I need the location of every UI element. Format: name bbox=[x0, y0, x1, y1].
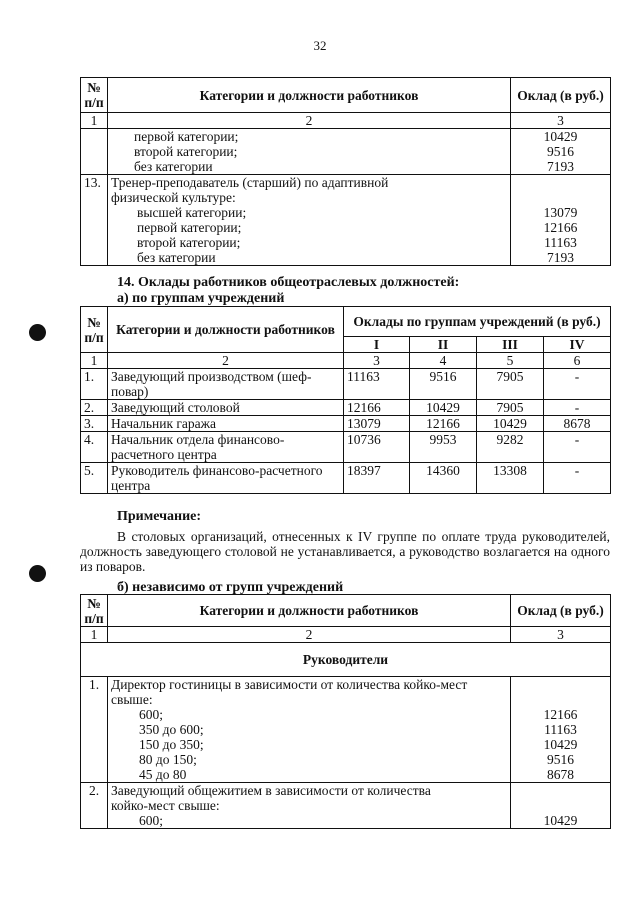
header-salary: Оклад (в руб.) bbox=[511, 78, 611, 113]
table-row bbox=[81, 416, 611, 432]
table-row bbox=[81, 129, 611, 175]
salary-independent-table bbox=[80, 594, 611, 829]
row-number: 1. bbox=[81, 677, 108, 783]
row-name: Руководитель финансово-расчетного центра bbox=[108, 463, 344, 494]
index-cell: 3 bbox=[511, 113, 611, 129]
row-value: - bbox=[544, 432, 611, 463]
row-value: 7905 bbox=[477, 369, 544, 400]
index-cell: 2 bbox=[108, 627, 511, 643]
group-title-row: Руководители bbox=[81, 643, 611, 677]
index-cell: 2 bbox=[108, 113, 511, 129]
row-value: 9282 bbox=[477, 432, 544, 463]
index-cell: 5 bbox=[477, 353, 544, 369]
row-value: 13308 bbox=[477, 463, 544, 494]
row-name: Заведующий общежитием в зависимости от количества койко-мест свыше: 600; bbox=[108, 783, 511, 829]
row-value: - bbox=[544, 369, 611, 400]
row-value: 7905 bbox=[477, 400, 544, 416]
row-value: 10429 bbox=[410, 400, 477, 416]
row-value: 12166 bbox=[410, 416, 477, 432]
row-value: 13079 12166 11163 7193 bbox=[511, 175, 611, 266]
row-value: 12166 11163 10429 9516 8678 bbox=[511, 677, 611, 783]
note-title: Примечание: bbox=[117, 509, 202, 524]
header-category: Категории и должности работников bbox=[108, 78, 511, 113]
index-cell: 1 bbox=[81, 627, 108, 643]
salary-by-group-table bbox=[80, 306, 611, 494]
table-row bbox=[81, 175, 611, 266]
row-number: 1. bbox=[81, 369, 108, 400]
row-name: Директор гостиницы в зависимости от количества койко-мест свыше: 600; 350 до 600; 150 до 350; 80 до 150; 45 до 80 bbox=[108, 677, 511, 783]
row-name: первой категории; второй категории; без категории bbox=[108, 129, 511, 175]
row-value: 14360 bbox=[410, 463, 477, 494]
note-paragraph: В столовых организаций, отнесенных к IV группе по оплате труда руководителей, должность заведующего столовой не устанавливается, а руководство возлагается на одного из поваров. bbox=[80, 529, 610, 574]
row-number: 4. bbox=[81, 432, 108, 463]
row-value: 13079 bbox=[344, 416, 410, 432]
row-value: 10429 bbox=[477, 416, 544, 432]
row-value: 8678 bbox=[544, 416, 611, 432]
index-cell: 1 bbox=[81, 353, 108, 369]
header-category: Категории и должности работников bbox=[108, 595, 511, 627]
row-name: Начальник гаража bbox=[108, 416, 344, 432]
note-text bbox=[80, 529, 610, 574]
table-row bbox=[81, 677, 611, 783]
table-row bbox=[81, 463, 611, 494]
row-number: 2. bbox=[81, 400, 108, 416]
row-value: - bbox=[544, 400, 611, 416]
header-salary: Оклад (в руб.) bbox=[511, 595, 611, 627]
section-14a-subtitle: а) по группам учреждений bbox=[117, 291, 285, 306]
row-name: Тренер-преподаватель (старший) по адаптивной физической культуре: высшей категории; первой категории; второй категории; без категории bbox=[108, 175, 511, 266]
row-name: Начальник отдела финансово-расчетного центра bbox=[108, 432, 344, 463]
group-header-2: II bbox=[410, 337, 477, 353]
row-value: 9953 bbox=[410, 432, 477, 463]
row-value: 18397 bbox=[344, 463, 410, 494]
header-num: № п/п bbox=[81, 78, 108, 113]
page-number: 32 bbox=[313, 38, 327, 53]
salary-table-continued bbox=[80, 77, 611, 266]
row-value: 10429 bbox=[511, 783, 611, 829]
group-header-3: III bbox=[477, 337, 544, 353]
index-cell: 3 bbox=[511, 627, 611, 643]
row-value: 10429 9516 7193 bbox=[511, 129, 611, 175]
row-value: 9516 bbox=[410, 369, 477, 400]
section-b-title: б) независимо от групп учреждений bbox=[117, 580, 344, 595]
header-groups: Оклады по группам учреждений (в руб.) bbox=[344, 307, 611, 337]
index-cell: 3 bbox=[344, 353, 410, 369]
row-name: Заведующий производством (шеф-повар) bbox=[108, 369, 344, 400]
table-row bbox=[81, 400, 611, 416]
row-value: 10736 bbox=[344, 432, 410, 463]
section-14-title: 14. Оклады работников общеотраслевых должностей: bbox=[117, 275, 460, 290]
row-number bbox=[81, 129, 108, 175]
index-cell: 1 bbox=[81, 113, 108, 129]
table-row bbox=[81, 369, 611, 400]
row-number: 2. bbox=[81, 783, 108, 829]
punch-hole-mark bbox=[29, 324, 46, 341]
row-number: 3. bbox=[81, 416, 108, 432]
index-cell: 2 bbox=[108, 353, 344, 369]
index-cell: 6 bbox=[544, 353, 611, 369]
row-name: Заведующий столовой bbox=[108, 400, 344, 416]
row-value: 11163 bbox=[344, 369, 410, 400]
row-number: 5. bbox=[81, 463, 108, 494]
row-value: 12166 bbox=[344, 400, 410, 416]
group-header-4: IV bbox=[544, 337, 611, 353]
punch-hole-mark bbox=[29, 565, 46, 582]
header-num: № п/п bbox=[81, 307, 108, 353]
row-number: 13. bbox=[81, 175, 108, 266]
index-cell: 4 bbox=[410, 353, 477, 369]
header-category: Категории и должности работников bbox=[108, 307, 344, 353]
header-num: № п/п bbox=[81, 595, 108, 627]
row-value: - bbox=[544, 463, 611, 494]
table-row bbox=[81, 783, 611, 829]
table-row bbox=[81, 432, 611, 463]
group-header-1: I bbox=[344, 337, 410, 353]
